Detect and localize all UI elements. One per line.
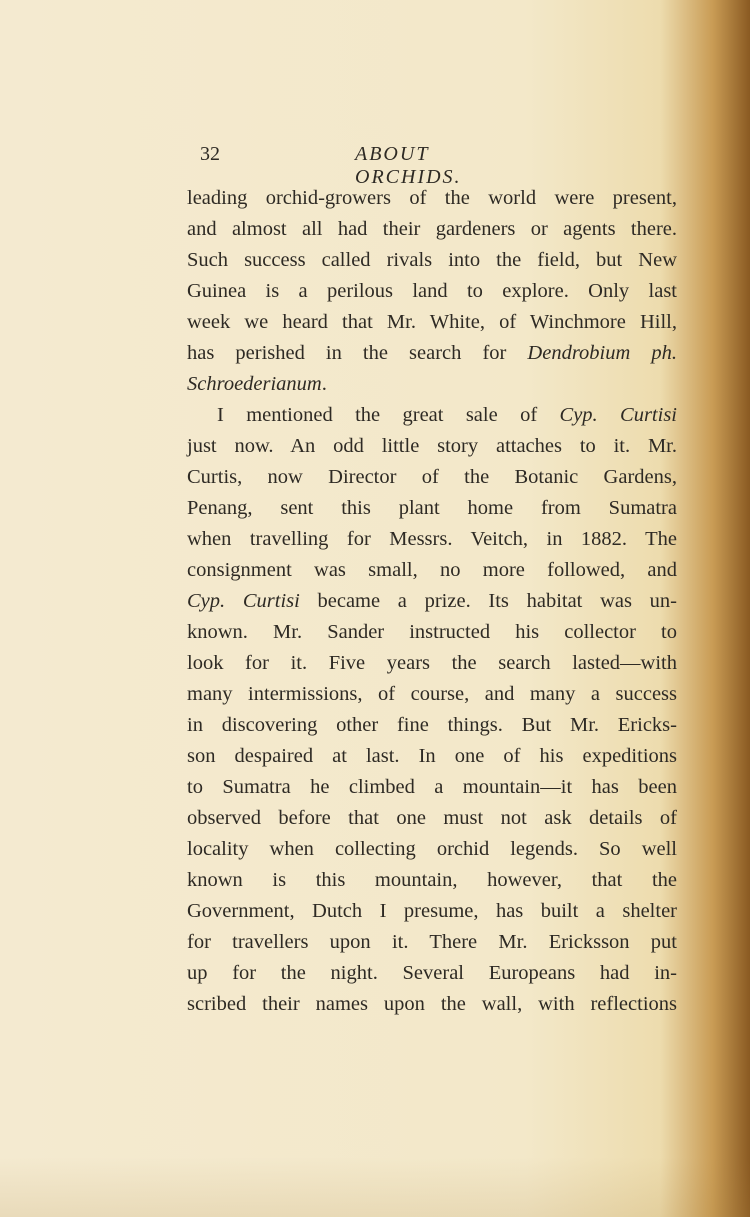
- text-line: in discovering other fine things. But Mr. Ericks-: [187, 714, 677, 736]
- text-line: [187, 338, 677, 369]
- text-line: many intermissions, of course, and many a success: [187, 683, 677, 705]
- running-title: ABOUT ORCHIDS.: [355, 143, 462, 188]
- text-line: scribed their names upon the wall, with reflections: [187, 993, 677, 1015]
- text-line: week we heard that Mr. White, of Winchmore Hill,: [187, 311, 677, 333]
- text-line: [187, 369, 677, 400]
- text-line: consignment was small, no more followed, and: [187, 559, 677, 581]
- text-line: known. Mr. Sander instructed his collector to: [187, 621, 677, 643]
- italic-species-name: Schroederianum: [187, 373, 322, 395]
- text-line: for travellers upon it. There Mr. Ericksson put: [187, 931, 677, 953]
- text-line: leading orchid-growers of the world were present,: [187, 187, 677, 209]
- text-line: Guinea is a perilous land to explore. Only last: [187, 280, 677, 302]
- text-line: and almost all had their gardeners or agents there.: [187, 218, 677, 240]
- page-number: 32: [200, 143, 220, 165]
- text-line: [187, 586, 677, 617]
- text-run: has perished in the search for: [187, 342, 528, 364]
- text-line: Penang, sent this plant home from Sumatra: [187, 497, 677, 519]
- page-header: [200, 143, 540, 188]
- text-line: Such success called rivals into the field, but New: [187, 249, 677, 271]
- text-line: locality when collecting orchid legends. So well: [187, 838, 677, 860]
- text-line: up for the night. Several Europeans had in-: [187, 962, 677, 984]
- italic-species-name: Cyp. Curtisi: [187, 590, 300, 612]
- text-line: Government, Dutch I presume, has built a shelter: [187, 900, 677, 922]
- text-run: became a prize. Its habitat was un-: [299, 590, 677, 612]
- italic-species-name: Cyp. Curtisi: [559, 404, 677, 426]
- text-line: when travelling for Messrs. Veitch, in 1882. The: [187, 528, 677, 550]
- text-run: I mentioned the great sale of: [217, 404, 560, 426]
- text-line: observed before that one must not ask details of: [187, 807, 677, 829]
- text-line: to Sumatra he climbed a mountain—it has been: [187, 776, 677, 798]
- text-line: Curtis, now Director of the Botanic Gardens,: [187, 466, 677, 488]
- italic-species-name: Dendrobium ph.: [527, 342, 677, 364]
- body-text: [187, 183, 677, 1020]
- text-line: son despaired at last. In one of his expeditions: [187, 745, 677, 767]
- text-line: [187, 400, 677, 431]
- text-line: just now. An odd little story attaches to it. Mr.: [187, 435, 677, 457]
- text-line: look for it. Five years the search lasted—with: [187, 652, 677, 674]
- text-run: .: [321, 373, 327, 395]
- text-line: known is this mountain, however, that the: [187, 869, 677, 891]
